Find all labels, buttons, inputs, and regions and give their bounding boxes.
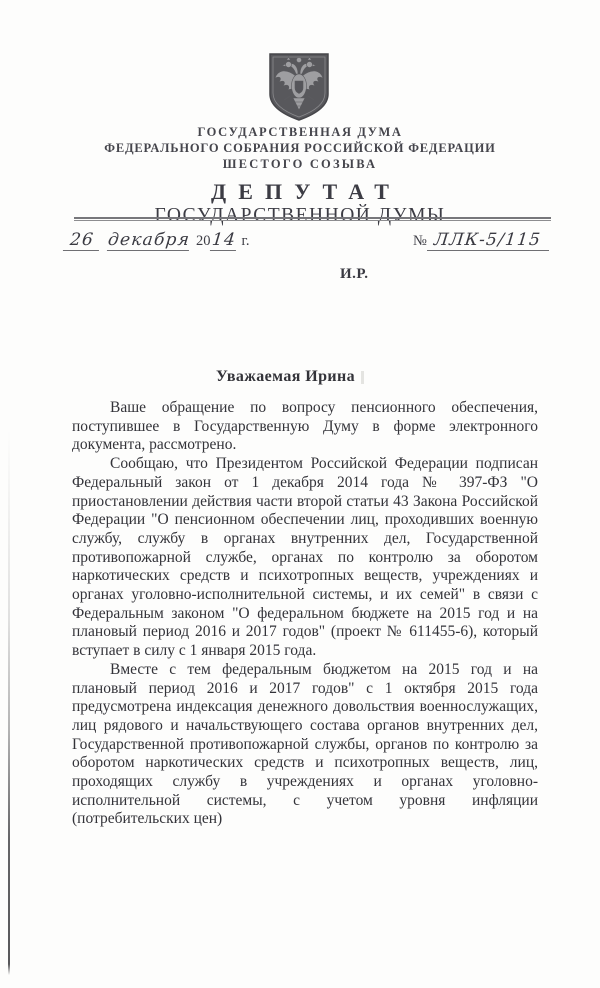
printed-year-prefix: 20: [196, 233, 211, 249]
letter-body: [72, 399, 538, 829]
handwritten-day: 26: [63, 230, 101, 251]
letterhead: [0, 125, 600, 227]
number-sign: №: [413, 233, 427, 249]
salutation-text: Уважаемая Ирина: [216, 368, 355, 385]
letterhead-divider-rule: [74, 217, 551, 221]
salutation: [0, 368, 580, 386]
number-field: [413, 230, 549, 251]
coat-of-arms-icon: [268, 52, 330, 122]
printed-year-suffix: г.: [241, 233, 250, 249]
redaction-mark: [361, 371, 364, 384]
paragraph: Сообщаю, что Президентом Российской Федерации подписан Федеральный закон от 1 декабря 2014 года № 397-ФЗ "О приостановлении действия части второй статьи 43 Закона Российской Федерации "О пенсионном обеспечении лиц, проходивших военную службу, службу в органах внутренних дел, Государственной противопожарной службе, органах по контролю за оборотом наркотических средств и психотропных веществ, учреждениях и органах уголовно-исполнительной системы, и их семей" в связи с Федеральным законом "О федеральном бюджете на 2015 год и на плановый период 2016 и 2017 годов" (проект № 611455-6), который вступает в силу с 1 января 2015 года.: [72, 455, 538, 660]
handwritten-month: декабря: [107, 230, 192, 250]
addressee-initials: И.Р.: [340, 266, 369, 282]
org-name-line3: ШЕСТОГО СОЗЫВА: [222, 157, 378, 171]
handwritten-year: 14: [210, 230, 237, 250]
scan-artifact-line: [8, 430, 10, 975]
org-name-line1: ГОСУДАРСТВЕННАЯ ДУМА: [197, 125, 403, 139]
paragraph: Ваше обращение по вопросу пенсионного обеспечения, поступившее в Государственную Думу в форме электронного документа, рассмотрено.: [72, 399, 538, 454]
org-name-line2: ФЕДЕРАЛЬНОГО СОБРАНИЯ РОССИЙСКОЙ ФЕДЕРАЦИИ: [104, 141, 496, 155]
role-title: ДЕПУТАТ: [211, 179, 402, 204]
paragraph: Вместе с тем федеральным бюджетом на 2015 год и на плановый период 2016 и 2017 годов" с 1 октября 2015 года предусмотрена индексация денежного довольствия военнослужащих, лиц рядового и начальствующего состава органов внутренних дел, Государственной противопожарной службы, органов по контролю за оборотом наркотических средств и психотропных веществ, лиц, проходящих службу в учреждениях и органах уголовно-исполнительной системы, с учетом уровня инфляции (потребительских цен): [72, 660, 538, 828]
handwritten-number: ЛЛК-5/115: [433, 230, 543, 250]
date-field: [64, 230, 249, 251]
role-subtitle: ГОСУДАРСТВЕННОЙ ДУМЫ: [154, 205, 446, 226]
